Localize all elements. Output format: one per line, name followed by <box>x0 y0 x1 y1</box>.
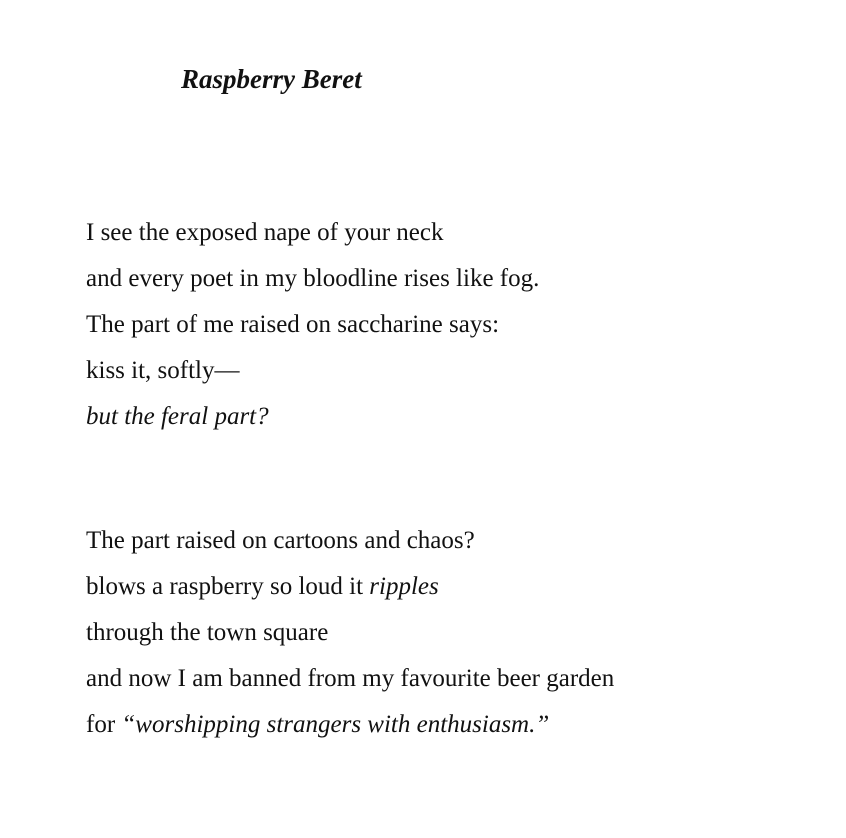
poem-line: and now I am banned from my favourite beer garden <box>86 665 615 692</box>
line-emphasis: ripples <box>369 573 439 600</box>
stanza-2 <box>86 518 614 748</box>
poem-line: I see the exposed nape of your neck <box>86 219 444 246</box>
poem-line: kiss it, softly— <box>86 357 240 384</box>
poem-line: and every poet in my bloodline rises like fog. <box>86 265 540 292</box>
poem-line <box>86 564 614 610</box>
poem-line <box>86 702 614 748</box>
poem-line: through the town square <box>86 619 329 646</box>
line-emphasis: “worshipping strangers with enthusiasm.” <box>121 711 550 738</box>
poem-line: The part raised on cartoons and chaos? <box>86 527 475 554</box>
poem-line-italic: but the feral part? <box>86 403 269 430</box>
line-text: blows a raspberry so loud it <box>86 573 370 600</box>
line-text: for <box>86 711 122 738</box>
poem-title: Raspberry Beret <box>181 64 362 94</box>
stanza-1 <box>86 210 539 440</box>
poem-line: The part of me raised on saccharine says: <box>86 311 500 338</box>
